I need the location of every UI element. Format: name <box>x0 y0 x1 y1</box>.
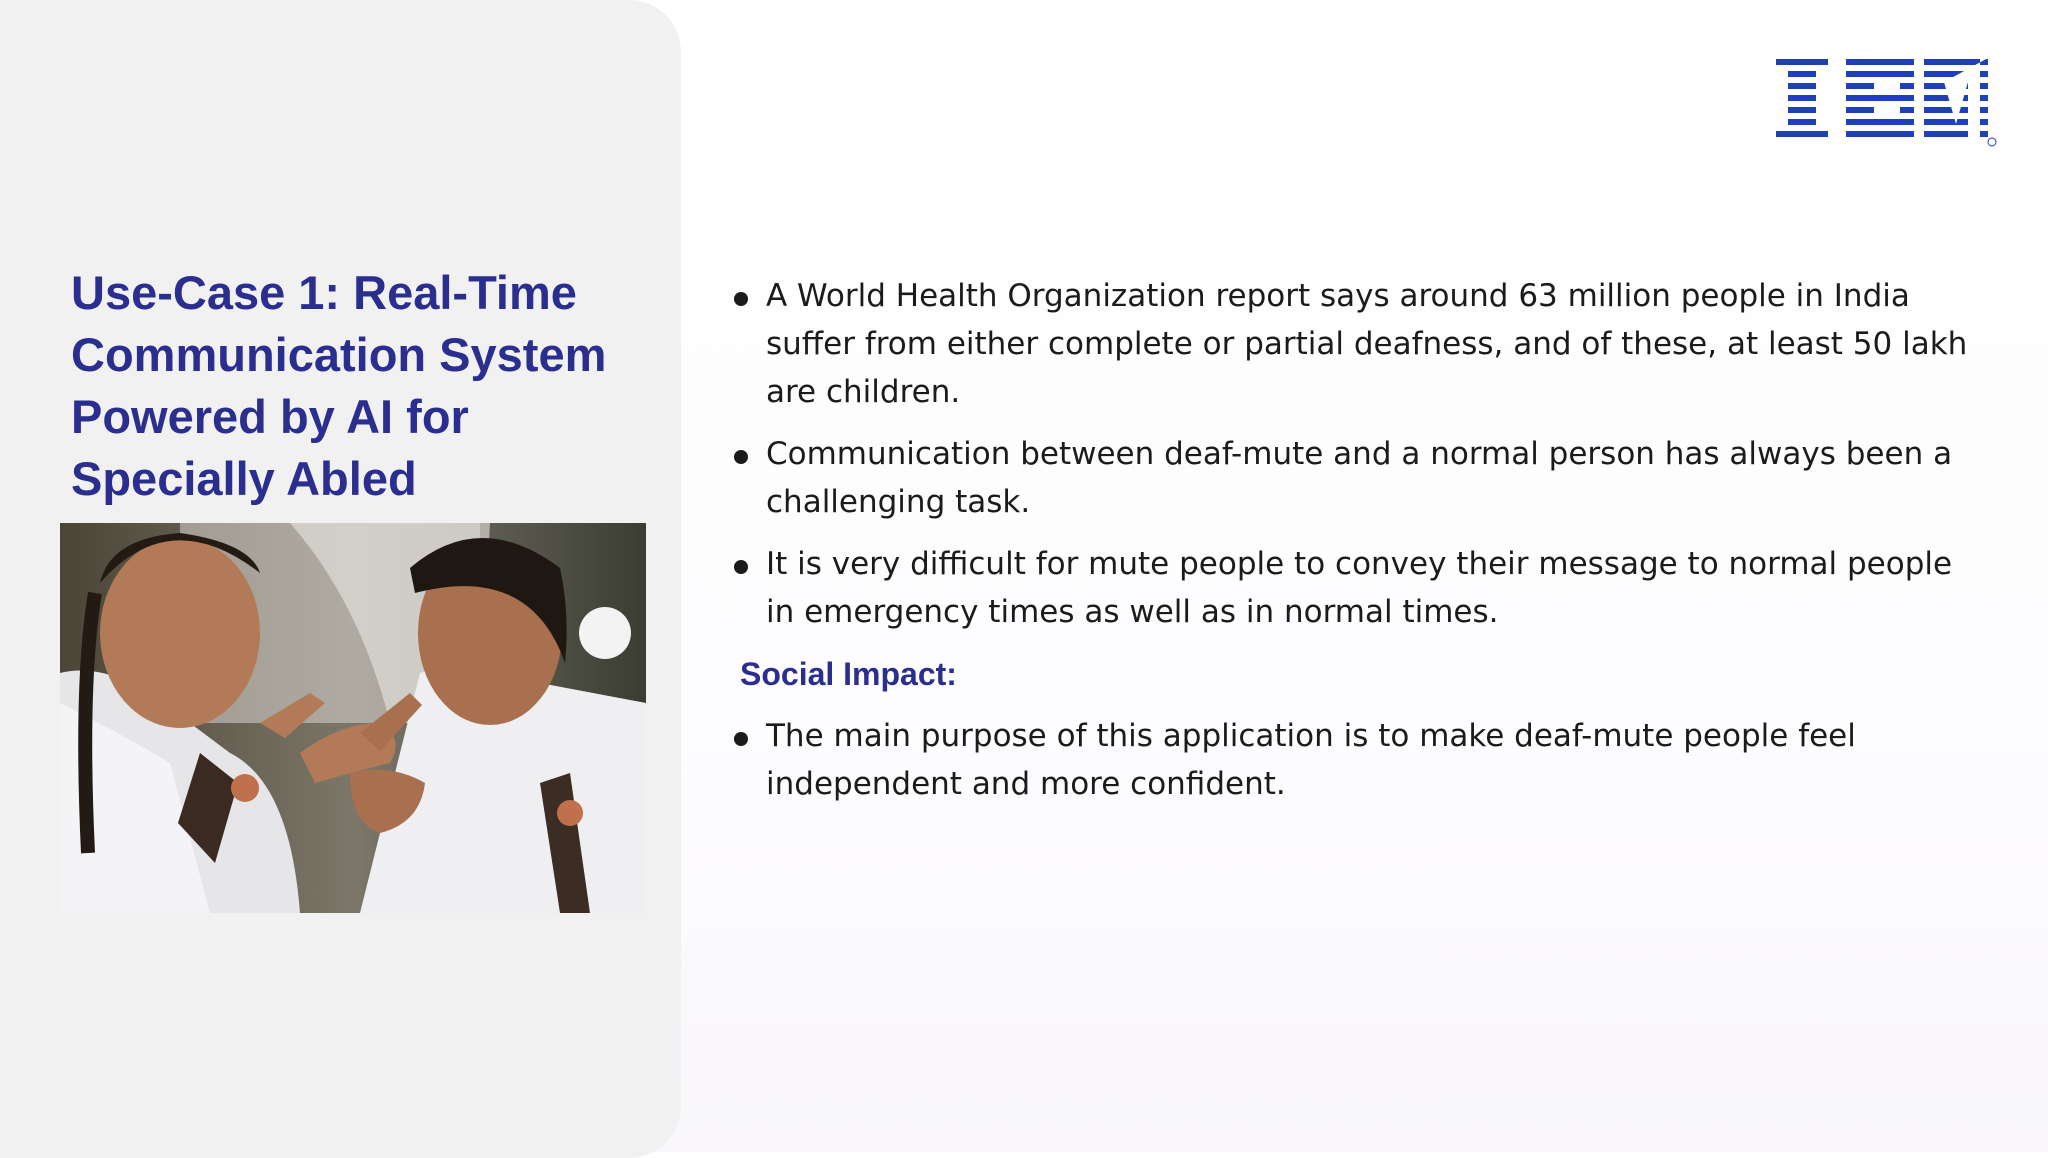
slide-title <box>71 262 671 510</box>
bullet-icon <box>734 450 748 464</box>
list-item-text: The main purpose of this application is to make deaf-mute people feel independent and more confident. <box>766 718 1856 802</box>
list-item-text: A World Health Organization report says around 63 million people in India suffer from either complete or partial deafness, and of these, at least 50 lakh are children. <box>766 278 1968 410</box>
title-line: Use-Case 1: Real-Time <box>71 266 577 319</box>
social-impact-heading: Social Impact: <box>740 656 957 692</box>
list-item <box>732 712 1972 808</box>
list-item-text: Communication between deaf-mute and a normal person has always been a challenging task. <box>766 436 1953 520</box>
ibm-logo-icon <box>1776 58 1998 148</box>
title-line: Powered by AI for <box>71 390 469 443</box>
content-list <box>732 272 1972 822</box>
ibm-logo <box>1776 58 1998 148</box>
list-item <box>732 540 1972 636</box>
list-item-text: It is very difficult for mute people to convey their message to normal people in emergency times as well as in normal times. <box>766 546 1953 630</box>
sign-language-photo <box>60 523 646 913</box>
list-item <box>732 272 1972 416</box>
list-item <box>732 430 1972 526</box>
bullet-icon <box>734 292 748 306</box>
title-line: Communication System <box>71 328 607 381</box>
photo-illustration <box>60 523 646 913</box>
bullet-icon <box>734 560 748 574</box>
bullet-icon <box>734 732 748 746</box>
title-line: Specially Abled <box>71 452 417 505</box>
